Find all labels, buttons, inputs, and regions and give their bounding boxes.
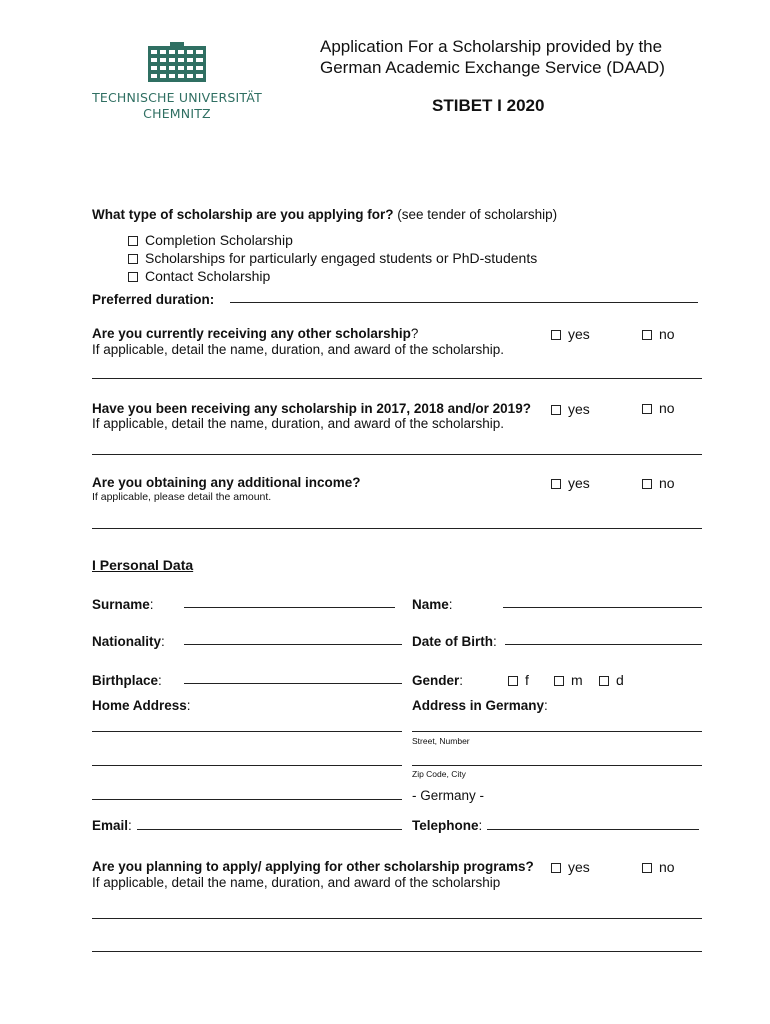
income-yes[interactable] [551,475,590,491]
programs-answer-line-1[interactable] [92,918,702,919]
gender-f-label: f [525,672,529,688]
gender-m[interactable] [554,672,583,688]
programs-no[interactable] [642,859,675,875]
option-label: Completion Scholarship [145,232,293,248]
other-scholarship-no[interactable] [642,326,675,342]
no-label: no [659,326,675,342]
dob-label: Date of Birth [412,634,493,649]
germany-address-line-2[interactable] [412,765,702,766]
no-label: no [659,400,675,416]
yes-label: yes [568,326,590,342]
colon: : [161,634,165,649]
colon: : [186,698,191,713]
option-contact[interactable] [128,268,270,284]
colon: : [478,818,483,833]
scholarship-type-note: (see tender of scholarship) [393,207,558,222]
no-label: no [659,475,675,491]
email-label: Email [92,818,129,833]
home-address-line-1[interactable] [92,731,402,732]
past-scholarship-yes[interactable] [551,401,590,417]
checkbox[interactable] [551,863,561,873]
form-subtitle: STIBET I 2020 [432,96,545,115]
colon: : [459,673,464,688]
checkbox[interactable] [551,479,561,489]
checkbox[interactable] [508,676,518,686]
colon: : [544,698,548,713]
past-scholarship-no[interactable] [642,400,675,416]
other-scholarship-yes[interactable] [551,326,590,342]
question-mark: ? [410,326,419,341]
germany-text: - Germany - [412,788,485,803]
checkbox[interactable] [642,863,652,873]
birthplace-field[interactable] [184,683,402,684]
gender-d-label: d [616,672,624,688]
telephone-label: Telephone [412,818,479,833]
programs-yes[interactable] [551,859,590,875]
gender-m-label: m [571,672,583,688]
logo-line-2: CHEMNITZ [143,106,211,121]
option-engaged-students[interactable] [128,250,537,266]
other-scholarship-answer-line[interactable] [92,378,702,379]
colon: : [158,673,162,688]
past-scholarship-detail: If applicable, detail the name, duration, and award of the scholarship. [92,416,505,431]
logo-line-1: TECHNISCHE UNIVERSITÄT [92,90,262,105]
home-address-line-3[interactable] [92,799,402,800]
gender-f[interactable] [508,672,529,688]
income-no[interactable] [642,475,675,491]
gender-label: Gender [412,673,460,688]
home-address-line-2[interactable] [92,765,402,766]
checkbox[interactable] [599,676,609,686]
telephone-field[interactable] [487,829,699,830]
scholarship-type-question: What type of scholarship are you applying for? [92,207,394,222]
option-completion[interactable] [128,232,293,248]
yes-label: yes [568,475,590,491]
other-scholarship-detail: If applicable, detail the name, duration, and award of the scholarship. [92,342,505,357]
checkbox[interactable] [554,676,564,686]
name-label: Name [412,597,449,612]
form-title-line-1: Application For a Scholarship provided by the [320,37,663,56]
nationality-field[interactable] [184,644,402,645]
duration-label: Preferred duration: [92,292,215,307]
personal-data-heading: I Personal Data [92,557,194,573]
programs-answer-line-2[interactable] [92,951,702,952]
surname-label: Surname [92,597,150,612]
checkbox[interactable] [128,236,138,246]
street-caption: Street, Number [412,736,470,746]
gender-d[interactable] [599,672,624,688]
checkbox[interactable] [551,330,561,340]
income-detail: If applicable, please detail the amount. [92,491,272,503]
dob-field[interactable] [505,644,702,645]
name-field[interactable] [503,607,702,608]
colon: : [128,818,132,833]
checkbox[interactable] [128,254,138,264]
no-label: no [659,859,675,875]
germany-address-line-1[interactable] [412,731,702,732]
home-address-label: Home Address [92,698,187,713]
programs-detail: If applicable, detail the name, duration, and award of the scholarship [92,875,501,890]
other-scholarship-question: Are you currently receiving any other scholarship [92,326,411,341]
programs-question: Are you planning to apply/ applying for other scholarship programs? [92,859,534,874]
checkbox[interactable] [551,405,561,415]
option-label: Scholarships for particularly engaged students or PhD-students [145,250,538,266]
checkbox[interactable] [642,404,652,414]
colon: : [149,597,154,612]
checkbox[interactable] [642,330,652,340]
surname-field[interactable] [184,607,395,608]
colon: : [448,597,453,612]
checkbox[interactable] [642,479,652,489]
form-title-line-2: German Academic Exchange Service (DAAD) [320,58,665,77]
past-scholarship-answer-line[interactable] [92,454,702,455]
colon: : [493,634,497,649]
income-question: Are you obtaining any additional income? [92,475,361,490]
checkbox[interactable] [128,272,138,282]
zip-caption: Zip Code, City [412,769,466,779]
duration-field[interactable] [230,302,698,303]
yes-label: yes [568,859,590,875]
email-field[interactable] [137,829,402,830]
birthplace-label: Birthplace [92,673,159,688]
university-building-icon [148,42,206,82]
yes-label: yes [568,401,590,417]
option-label: Contact Scholarship [145,268,271,284]
nationality-label: Nationality [92,634,162,649]
past-scholarship-question: Have you been receiving any scholarship in 2017, 2018 and/or 2019? [92,401,531,416]
address-germany-label: Address in Germany [412,698,545,713]
income-answer-line[interactable] [92,528,702,529]
